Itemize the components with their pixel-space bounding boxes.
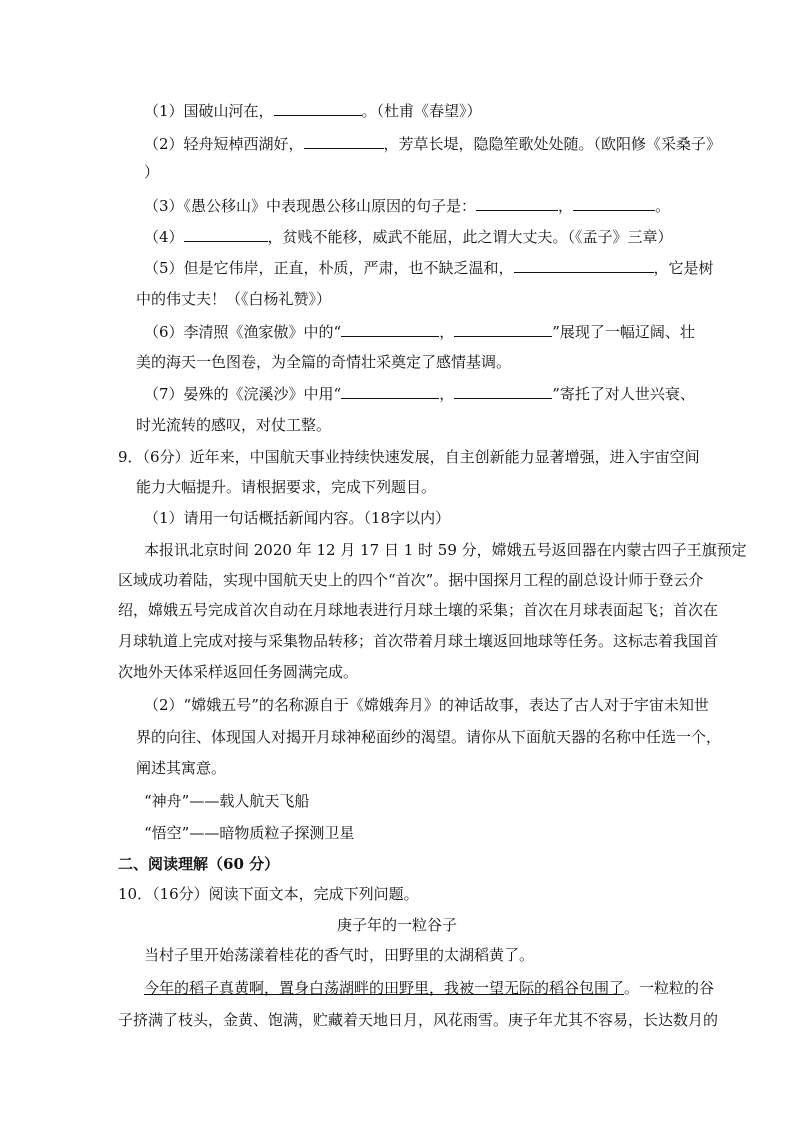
q8-item-7 xyxy=(144,384,695,404)
q8-item-6-prefix: （6）李清照《渔家傲》中的“ xyxy=(144,323,342,341)
answer-blank[interactable] xyxy=(476,196,558,211)
q8-item-1 xyxy=(144,101,482,121)
q9-stem-line-2: 能力大幅提升。请根据要求，完成下列题目。 xyxy=(136,478,437,496)
q8-item-4 xyxy=(144,227,673,247)
answer-blank[interactable] xyxy=(184,227,268,242)
q8-item-7-comma: ， xyxy=(439,385,455,403)
q8-item-2-cont: ） xyxy=(144,163,160,181)
q8-item-3-comma: ， xyxy=(558,197,574,215)
q8-item-7-suffix: ”寄托了对人世兴衰、 xyxy=(552,385,695,403)
q8-item-6-cont: 美的海天一色图卷，为全篇的奇情壮采奠定了感情基调。 xyxy=(136,353,512,371)
q8-item-7-prefix: （7）晏殊的《浣溪沙》中用“ xyxy=(144,385,342,403)
q8-item-6-comma: ， xyxy=(439,323,455,341)
news-paragraph-line-3: 绍，嫦娥五号完成首次自动在月球地表进行月球土壤的采集；首次在月球表面起飞；首次在 xyxy=(118,601,719,619)
q8-item-3-suffix: 。 xyxy=(655,197,671,215)
answer-blank[interactable] xyxy=(514,258,654,273)
article-paragraph-1: 当村子里开始荡漾着桂花的香气时，田野里的太湖稻黄了。 xyxy=(144,946,535,964)
answer-blank[interactable] xyxy=(573,196,655,211)
q8-item-3-prefix: （3）《愚公移山》中表现愚公移山原因的句子是： xyxy=(144,197,477,215)
answer-blank[interactable] xyxy=(454,384,552,399)
answer-blank[interactable] xyxy=(341,322,439,337)
answer-blank[interactable] xyxy=(341,384,439,399)
article-paragraph-2-line-2: 子挤满了枝头，金黄、饱满，贮藏着天地日月，风花雨雪。庚子年尤其不容易，长达数月的 xyxy=(118,1011,719,1029)
article-paragraph-2-rest: 。一粒粒的谷 xyxy=(624,979,715,997)
news-paragraph-line-1: 本报讯北京时间 2020 年 12 月 17 日 1 时 59 分，嫦娥五号返回器在内蒙古四子王旗预定 xyxy=(144,541,747,559)
q8-item-5-suffix: ，它是树 xyxy=(653,259,714,277)
news-paragraph-line-4: 月球轨道上完成对接与采集物品转移；首次带着月球土壤返回地球等任务。这标志着我国首 xyxy=(118,632,719,650)
q8-item-6-suffix: ”展现了一幅辽阔、壮 xyxy=(552,323,695,341)
q9-subquestion-2-line-3: 阐述其寓意。 xyxy=(136,759,227,777)
answer-blank[interactable] xyxy=(304,134,384,149)
article-title: 庚子年的一粒谷子 xyxy=(336,916,457,934)
spacecraft-option-shenzhou: “神舟”——载人航天飞船 xyxy=(144,792,310,810)
q8-item-6 xyxy=(144,322,695,342)
q8-item-4-prefix: （4） xyxy=(144,228,184,246)
spacecraft-option-wukong: “悟空”——暗物质粒子探测卫星 xyxy=(144,824,355,842)
q8-item-1-prefix: （1）国破山河在， xyxy=(144,102,274,120)
q8-item-2-prefix: （2）轻舟短棹西湖好， xyxy=(144,135,304,153)
q8-item-5 xyxy=(144,258,714,278)
news-paragraph-line-5: 次地外天体采样返回任务圆满完成。 xyxy=(118,663,359,681)
q8-item-7-cont: 时光流转的感叹，对仗工整。 xyxy=(136,416,332,434)
article-paragraph-2 xyxy=(144,978,714,998)
section-heading: 二、阅读理解（60 分） xyxy=(118,855,280,873)
q8-item-4-suffix: ，贫贱不能移，威武不能屈，此之谓大丈夫。（《孟子》三章） xyxy=(267,228,673,246)
q9-subquestion-2-line-1: （2）“嫦娥五号”的名称源自于《嫦娥奔月》的神话故事，表达了古人对于宇宙未知世 xyxy=(144,696,709,714)
q8-item-3 xyxy=(144,196,670,216)
underlined-sentence: 今年的稻子真黄啊，置身白荡湖畔的田野里，我被一望无际的稻谷包围了 xyxy=(144,979,625,997)
q8-item-5-cont: 中的伟丈夫！（《白杨礼赞》） xyxy=(136,290,332,308)
q9-subquestion-2-line-2: 界的向往、体现国人对揭开月球神秘面纱的渴望。请你从下面航天器的名称中任选一个， xyxy=(136,728,722,746)
q9-subquestion-1: （1）请用一句话概括新闻内容。（18字以内） xyxy=(144,509,451,527)
q9-stem-line-1: 9．（6分）近年来，中国航天事业持续快速发展，自主创新能力显著增强，进入宇宙空间 xyxy=(118,448,700,466)
q8-item-5-prefix: （5）但是它伟岸，正直，朴质，严肃，也不缺乏温和， xyxy=(144,259,514,277)
answer-blank[interactable] xyxy=(454,322,552,337)
answer-blank[interactable] xyxy=(274,101,362,116)
q8-item-1-suffix: 。（杜甫《春望》） xyxy=(361,102,482,120)
q8-item-2-suffix: ，芳草长堤，隐隐笙歌处处随。（欧阳修《采桑子》 xyxy=(383,135,722,153)
q10-intro: 10．（16分）阅读下面文本，完成下列问题。 xyxy=(118,885,419,903)
news-paragraph-line-2: 区域成功着陆，实现中国航天史上的四个“首次”。据中国探月工程的副总设计师于登云介 xyxy=(118,571,704,589)
q8-item-2 xyxy=(144,134,721,154)
